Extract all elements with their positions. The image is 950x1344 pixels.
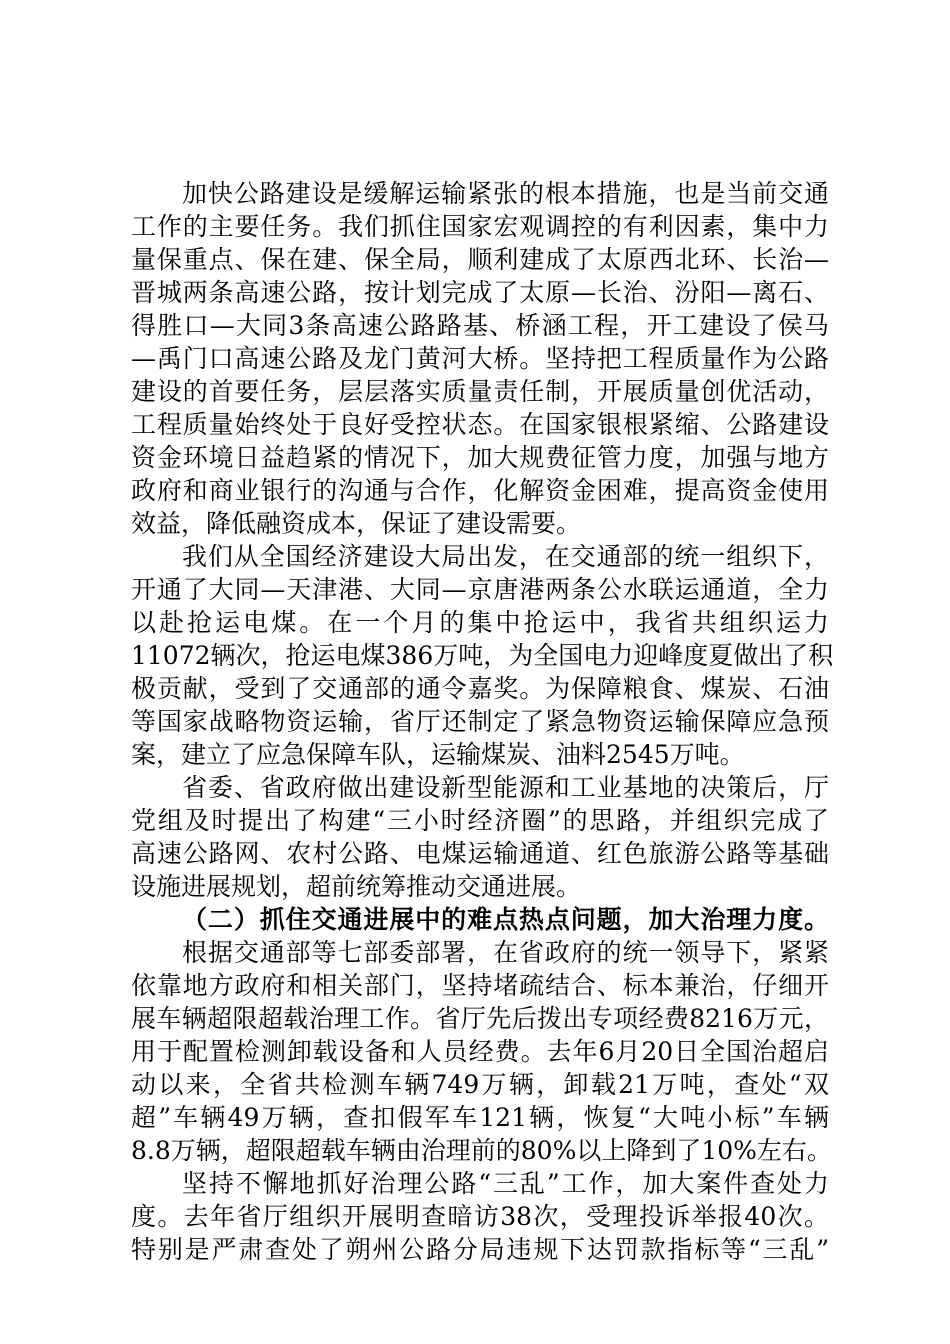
paragraph-1-line-6: —禹门口高速公路及龙门黄河大桥。坚持把工程质量作为公路 [131, 344, 829, 373]
paragraph-3-line-2: 党组及时提出了构建“三小时经济圈”的思路，并组织完成了 [131, 806, 829, 835]
paragraph-4-line-7: 8.8万辆，超限超载车辆由治理前的80%以上降到了10%左右。 [131, 1136, 832, 1165]
paragraph-2-line-7: 案，建立了应急保障车队，运输煤炭、油料2545万吨。 [131, 740, 745, 769]
paragraph-3-line-4: 设施进展规划，超前统筹推动交通进展。 [131, 872, 582, 901]
paragraph-2-line-3: 以赴抢运电煤。在一个月的集中抢运中，我省共组织运力 [131, 608, 829, 637]
paragraph-5-line-1: 坚持不懈地抓好治理公路“三乱”工作，加大案件查处力 [182, 1169, 829, 1198]
paragraph-1-line-2: 工作的主要任务。我们抓住国家宏观调控的有利因素，集中力 [131, 212, 829, 241]
paragraph-2-line-5: 极贡献，受到了交通部的通令嘉奖。为保障粮食、煤炭、石油 [131, 674, 829, 703]
paragraph-2-line-1: 我们从全国经济建设大局出发，在交通部的统一组织下， [182, 542, 829, 571]
paragraph-4-line-4: 用于配置检测卸载设备和人员经费。去年6月20日全国治超启 [131, 1037, 829, 1066]
paragraph-1-line-10: 政府和商业银行的沟通与合作，化解资金困难，提高资金使用 [131, 476, 829, 505]
paragraph-1-line-3: 量保重点、保在建、保全局，顺利建成了太原西北环、长治— [131, 245, 829, 274]
paragraph-2-line-4: 11072辆次，抢运电煤386万吨，为全国电力迎峰度夏做出了积 [131, 641, 834, 670]
paragraph-4-line-3: 展车辆超限超载治理工作。省厅先后拨出专项经费8216万元， [131, 1004, 829, 1033]
paragraph-2-line-6: 等国家战略物资运输，省厅还制定了紧急物资运输保障应急预 [131, 707, 829, 736]
paragraph-1-line-9: 资金环境日益趋紧的情况下，加大规费征管力度，加强与地方 [131, 443, 829, 472]
paragraph-5-line-3: 特别是严肃查处了朔州公路分局违规下达罚款指标等“三乱” [131, 1235, 829, 1264]
paragraph-4-line-2: 依靠地方政府和相关部门，坚持堵疏结合、标本兼治，仔细开 [131, 971, 829, 1000]
paragraph-1-line-5: 得胜口—大同3条高速公路路基、桥涵工程，开工建设了侯马 [131, 311, 829, 340]
paragraph-3-line-1: 省委、省政府做出建设新型能源和工业基地的决策后，厅 [182, 773, 829, 802]
paragraph-1-line-7: 建设的首要任务，层层落实质量责任制，开展质量创优活动， [131, 377, 829, 406]
paragraph-1-line-8: 工程质量始终处于良好受控状态。在国家银根紧缩、公路建设 [131, 410, 829, 439]
paragraph-2-line-2: 开通了大同—天津港、大同—京唐港两条公水联运通道，全力 [131, 575, 829, 604]
paragraph-4-line-6: 超”车辆49万辆，查扣假军车121辆，恢复“大吨小标”车辆 [131, 1103, 829, 1132]
paragraph-4-line-1: 根据交通部等七部委部署，在省政府的统一领导下，紧紧 [182, 938, 829, 967]
paragraph-1-line-1: 加快公路建设是缓解运输紧张的根本措施，也是当前交通 [182, 179, 829, 208]
paragraph-3-line-3: 高速公路网、农村公路、电煤运输通道、红色旅游公路等基础 [131, 839, 829, 868]
section-heading: （二）抓住交通进展中的难点热点问题，加大治理力度。 [182, 905, 829, 934]
paragraph-5-line-2: 度。去年省厅组织开展明查暗访38次，受理投诉举报40次。 [131, 1202, 829, 1231]
paragraph-4-line-5: 动以来，全省共检测车辆749万辆，卸载21万吨，查处“双 [131, 1070, 829, 1099]
paragraph-1-line-11: 效益，降低融资成本，保证了建设需要。 [131, 509, 582, 538]
paragraph-1-line-4: 晋城两条高速公路，按计划完成了太原—长治、汾阳—离石、 [131, 278, 829, 307]
